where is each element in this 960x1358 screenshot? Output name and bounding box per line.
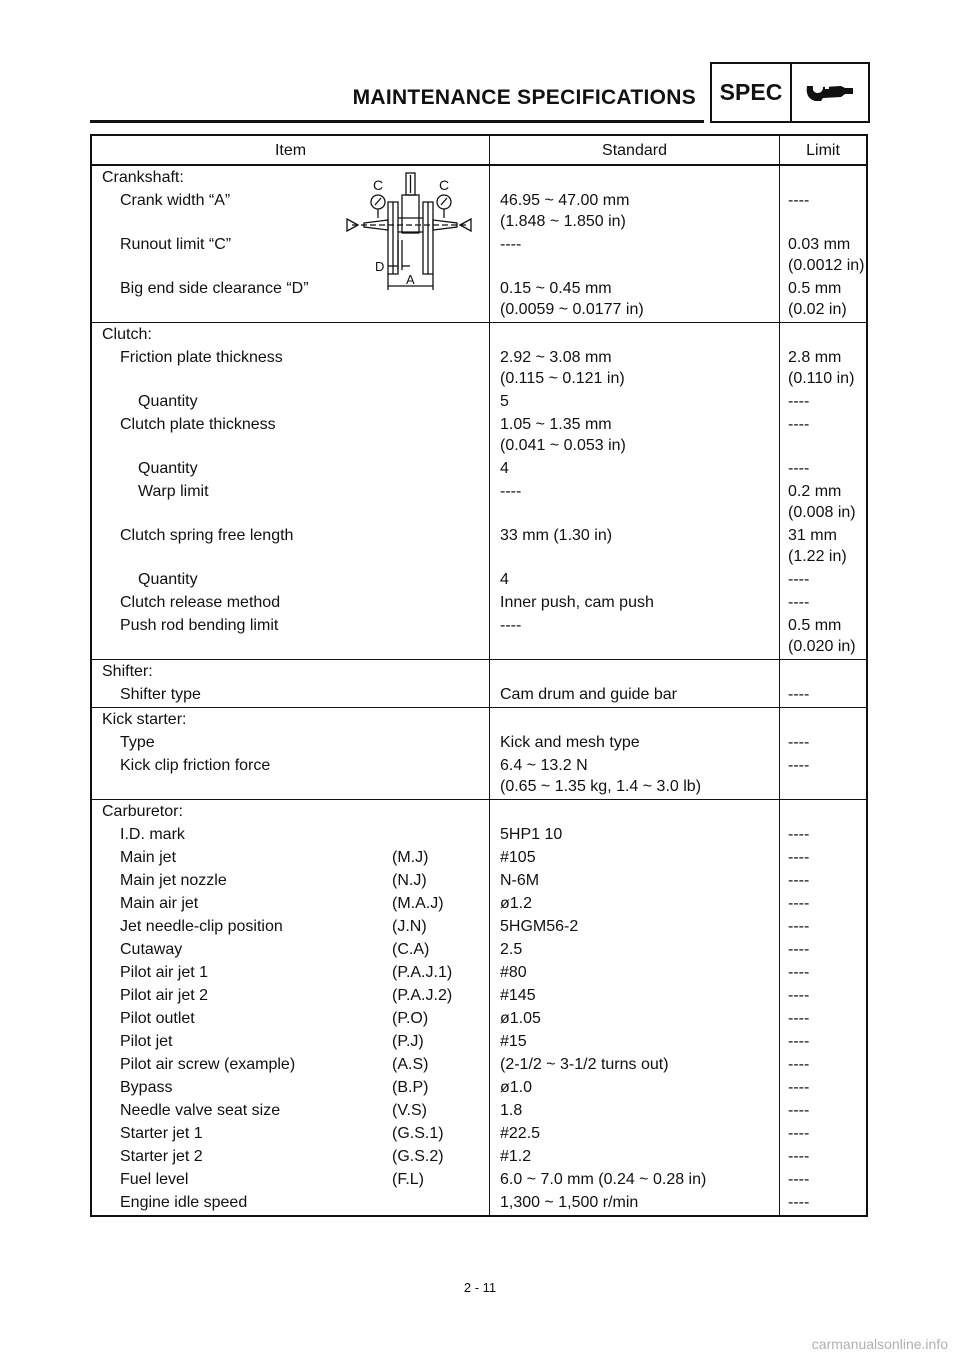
site-watermark: carmanualsonline.info [811, 1336, 948, 1352]
section-heading: Carburetor: [102, 803, 183, 820]
item-label: Pilot air screw (example) [120, 1056, 296, 1073]
table-row [91, 1122, 867, 1145]
standard-value: Kick and mesh type [500, 734, 640, 751]
item-label: Quantity [138, 460, 198, 477]
standard-value-imperial: (1.848 ~ 1.850 in) [500, 213, 626, 230]
limit-value-imperial: (0.0012 in) [788, 257, 865, 274]
item-code: (M.A.J) [392, 895, 444, 912]
item-code: (P.O) [392, 1010, 429, 1027]
item-code: (B.P) [392, 1079, 429, 1096]
limit-value: ---- [788, 416, 810, 433]
item-label: Push rod bending limit [120, 617, 279, 634]
table-row [91, 1145, 867, 1168]
item-label: Clutch release method [120, 594, 281, 611]
item-label: Fuel level [120, 1171, 189, 1188]
standard-value: (2-1/2 ~ 3-1/2 turns out) [500, 1056, 669, 1073]
item-code: (C.A) [392, 941, 430, 958]
item-label: Jet needle-clip position [120, 918, 283, 935]
item-code: (P.A.J.2) [392, 987, 453, 1004]
section-heading: Kick starter: [102, 711, 187, 728]
item-label: Runout limit “C” [120, 236, 232, 253]
standard-value: #80 [500, 964, 527, 981]
item-label: Crank width “A” [120, 192, 231, 209]
section-heading-row [91, 708, 867, 732]
standard-value: ---- [500, 617, 522, 634]
title-underline [90, 120, 704, 123]
carburetor-rows [91, 823, 867, 1216]
limit-value-imperial: (0.020 in) [788, 638, 856, 655]
spec-table [90, 134, 868, 1217]
limit-value: ---- [788, 849, 810, 866]
diagram-label-a: A [406, 272, 415, 287]
table-row [91, 390, 867, 413]
item-code: (P.A.J.1) [392, 964, 453, 981]
limit-value: ---- [788, 1079, 810, 1096]
standard-value: 5 [500, 393, 509, 410]
item-label: Pilot outlet [120, 1010, 195, 1027]
col-header-item: Item [91, 135, 490, 165]
table-row [91, 823, 867, 846]
limit-value: ---- [788, 872, 810, 889]
table-row [91, 568, 867, 591]
limit-value: ---- [788, 571, 810, 588]
item-label: I.D. mark [120, 826, 185, 843]
item-label: Starter jet 1 [120, 1125, 203, 1142]
standard-value: 4 [500, 571, 509, 588]
col-header-standard: Standard [490, 135, 780, 165]
limit-value: 0.03 mm [788, 236, 851, 253]
item-label: Clutch plate thickness [120, 416, 276, 433]
item-code [392, 824, 489, 845]
limit-value-imperial: (1.22 in) [788, 548, 847, 565]
standard-value-imperial: (0.65 ~ 1.35 kg, 1.4 ~ 3.0 lb) [500, 778, 702, 795]
section-heading: Clutch: [102, 326, 152, 343]
limit-value: ---- [788, 1194, 810, 1211]
table-row [91, 189, 867, 233]
table-row [91, 1168, 867, 1191]
standard-value-imperial: (0.115 ~ 0.121 in) [500, 370, 625, 387]
limit-value: ---- [788, 192, 810, 209]
standard-value: 46.95 ~ 47.00 mm [500, 192, 630, 209]
item-code: (F.L) [392, 1171, 424, 1188]
standard-value: #145 [500, 987, 536, 1004]
item-code: (M.J) [392, 849, 429, 866]
item-label: Pilot air jet 2 [120, 987, 209, 1004]
table-row [91, 1007, 867, 1030]
standard-value: 1,300 ~ 1,500 r/min [500, 1194, 639, 1211]
diagram-label-d: D [375, 259, 385, 274]
item-code: (G.S.2) [392, 1148, 444, 1165]
standard-value: 0.15 ~ 0.45 mm [500, 280, 612, 297]
limit-value: ---- [788, 1102, 810, 1119]
limit-value: ---- [788, 941, 810, 958]
table-row [91, 233, 867, 277]
table-row [91, 1076, 867, 1099]
standard-value: 6.4 ~ 13.2 N [500, 757, 588, 774]
page-title: MAINTENANCE SPECIFICATIONS [352, 86, 696, 109]
diagram-label-c-right: C [439, 177, 450, 193]
item-label: Kick clip friction force [120, 757, 271, 774]
section-heading-row [91, 165, 867, 189]
section-heading: Crankshaft: [102, 169, 184, 186]
section-heading: Shifter: [102, 663, 153, 680]
limit-value-imperial: (0.110 in) [788, 370, 855, 387]
limit-value: 0.5 mm [788, 280, 842, 297]
standard-value: Cam drum and guide bar [500, 686, 677, 703]
item-label: Cutaway [120, 941, 183, 958]
table-row [91, 846, 867, 869]
standard-value: 5HP1 10 [500, 826, 563, 843]
item-label: Needle valve seat size [120, 1102, 281, 1119]
item-label: Engine idle speed [120, 1194, 248, 1211]
item-label: Starter jet 2 [120, 1148, 203, 1165]
table-row [91, 277, 867, 323]
table-row [91, 731, 867, 754]
table-row [91, 480, 867, 524]
item-code [392, 1192, 489, 1213]
limit-value: 0.2 mm [788, 483, 842, 500]
limit-value: ---- [788, 1148, 810, 1165]
limit-value: 2.8 mm [788, 349, 842, 366]
item-code: (P.J) [392, 1033, 424, 1050]
table-row [91, 1030, 867, 1053]
table-row [91, 892, 867, 915]
limit-value: ---- [788, 686, 810, 703]
limit-value: ---- [788, 594, 810, 611]
limit-value: ---- [788, 918, 810, 935]
table-row [91, 683, 867, 708]
spec-badge [710, 62, 870, 123]
item-label: Quantity [138, 393, 198, 410]
standard-value: ø1.2 [500, 895, 533, 912]
table-row [91, 915, 867, 938]
limit-value-imperial: (0.02 in) [788, 301, 847, 318]
standard-value: 33 mm (1.30 in) [500, 527, 613, 544]
standard-value: Inner push, cam push [500, 594, 654, 611]
diagram-label-c-left: C [373, 177, 384, 193]
table-row [91, 869, 867, 892]
page-header [90, 62, 868, 122]
standard-value: #105 [500, 849, 536, 866]
limit-value: ---- [788, 734, 810, 751]
limit-value-imperial: (0.008 in) [788, 504, 856, 521]
standard-value: 2.92 ~ 3.08 mm [500, 349, 612, 366]
crankshaft-diagram [344, 170, 474, 300]
limit-value: ---- [788, 757, 810, 774]
section-heading-row [91, 323, 867, 347]
limit-value: ---- [788, 964, 810, 981]
item-code: (G.S.1) [392, 1125, 444, 1142]
item-label: Main jet [120, 849, 177, 866]
limit-value: ---- [788, 1056, 810, 1073]
table-row [91, 961, 867, 984]
item-code: (N.J) [392, 872, 427, 889]
table-row [91, 524, 867, 568]
limit-value: ---- [788, 895, 810, 912]
item-label: Type [120, 734, 155, 751]
standard-value: 6.0 ~ 7.0 mm (0.24 ~ 0.28 in) [500, 1171, 707, 1188]
limit-value: ---- [788, 460, 810, 477]
limit-value: ---- [788, 1125, 810, 1142]
standard-value-imperial: (0.0059 ~ 0.0177 in) [500, 301, 644, 318]
limit-value: 0.5 mm [788, 617, 842, 634]
item-label: Friction plate thickness [120, 349, 283, 366]
limit-value: 31 mm [788, 527, 837, 544]
standard-value: N-6M [500, 872, 540, 889]
item-label: Big end side clearance “D” [120, 280, 309, 297]
standard-value: 5HGM56-2 [500, 918, 579, 935]
table-row [91, 413, 867, 457]
table-row [91, 1053, 867, 1076]
wrench-spec-icon [792, 64, 868, 121]
item-label: Shifter type [120, 686, 201, 703]
section-heading-row [91, 800, 867, 824]
item-code: (J.N) [392, 918, 427, 935]
section-heading-row [91, 660, 867, 684]
item-code: (V.S) [392, 1102, 427, 1119]
standard-value: #22.5 [500, 1125, 541, 1142]
standard-value: ø1.0 [500, 1079, 533, 1096]
standard-value: 1.05 ~ 1.35 mm [500, 416, 612, 433]
table-row [91, 984, 867, 1007]
table-header-row [91, 135, 867, 165]
item-label: Main air jet [120, 895, 199, 912]
limit-value: ---- [788, 393, 810, 410]
item-label: Clutch spring free length [120, 527, 294, 544]
standard-value: ---- [500, 236, 522, 253]
standard-value-imperial: (0.041 ~ 0.053 in) [500, 437, 626, 454]
standard-value: 1.8 [500, 1102, 523, 1119]
table-row [91, 591, 867, 614]
standard-value: ø1.05 [500, 1010, 541, 1027]
standard-value: #15 [500, 1033, 527, 1050]
limit-value: ---- [788, 1010, 810, 1027]
item-label: Main jet nozzle [120, 872, 227, 889]
table-row [91, 614, 867, 660]
item-label: Bypass [120, 1079, 173, 1096]
table-row [91, 938, 867, 961]
col-header-limit: Limit [780, 135, 868, 165]
standard-value: #1.2 [500, 1148, 532, 1165]
item-label: Pilot air jet 1 [120, 964, 209, 981]
item-label: Warp limit [138, 483, 209, 500]
standard-value: ---- [500, 483, 522, 500]
limit-value: ---- [788, 1171, 810, 1188]
item-label: Pilot jet [120, 1033, 173, 1050]
limit-value: ---- [788, 1033, 810, 1050]
page-number: 2 - 11 [463, 1280, 497, 1295]
table-row [91, 457, 867, 480]
limit-value: ---- [788, 826, 810, 843]
table-row [91, 754, 867, 800]
item-label: Quantity [138, 571, 198, 588]
spec-label: SPEC [712, 64, 792, 121]
standard-value: 2.5 [500, 941, 523, 958]
standard-value: 4 [500, 460, 509, 477]
limit-value: ---- [788, 987, 810, 1004]
table-row [91, 1099, 867, 1122]
table-row [91, 1191, 867, 1216]
table-row [91, 346, 867, 390]
item-code: (A.S) [392, 1056, 429, 1073]
